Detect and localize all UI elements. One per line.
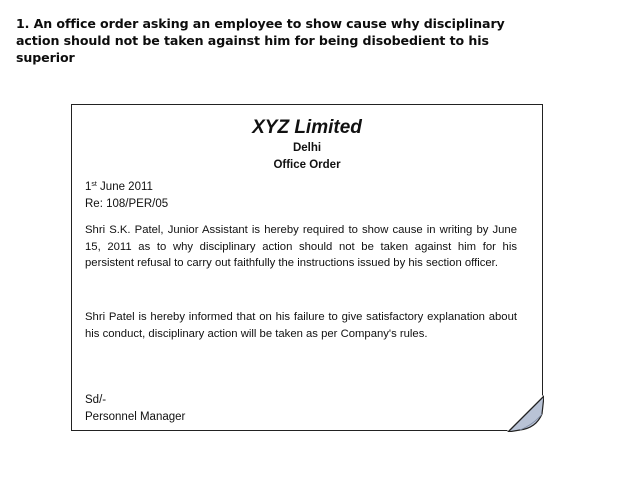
date-suffix: st [91,181,97,188]
document-title: Office Order [273,159,341,171]
slide-heading [16,15,576,66]
body-paragraph-warning: Shri Patel is hereby informed that on his failure to give satisfactory explanation about his conduct, disciplinary action will be taken as per Company's rules. [85,311,517,340]
heading-line-3: superior [16,50,75,65]
office-order-document [71,104,543,431]
reference-number: Re: 108/PER/05 [85,198,169,210]
page-curl-icon [506,394,544,432]
signature-mark: Sd/- [85,394,107,406]
date-day: 1 [85,181,92,193]
company-name: XYZ Limited [252,117,362,138]
signatory-designation: Personnel Manager [85,411,186,423]
order-date [85,180,153,194]
company-city: Delhi [292,142,322,154]
heading-line-2: action should not be taken against him for being disobedient to his [16,33,489,48]
heading-line-1: 1. An office order asking an employee to show cause why disciplinary [16,16,505,31]
date-month-year: June 2011 [96,181,153,193]
body-paragraph-show-cause: Shri S.K. Patel, Junior Assistant is hereby required to show cause in writing by June 15, 2011 as to why disciplinary action should not be taken against him for his persistent refusal to carry out faithfully the instructions issued by his section officer. [85,224,517,270]
